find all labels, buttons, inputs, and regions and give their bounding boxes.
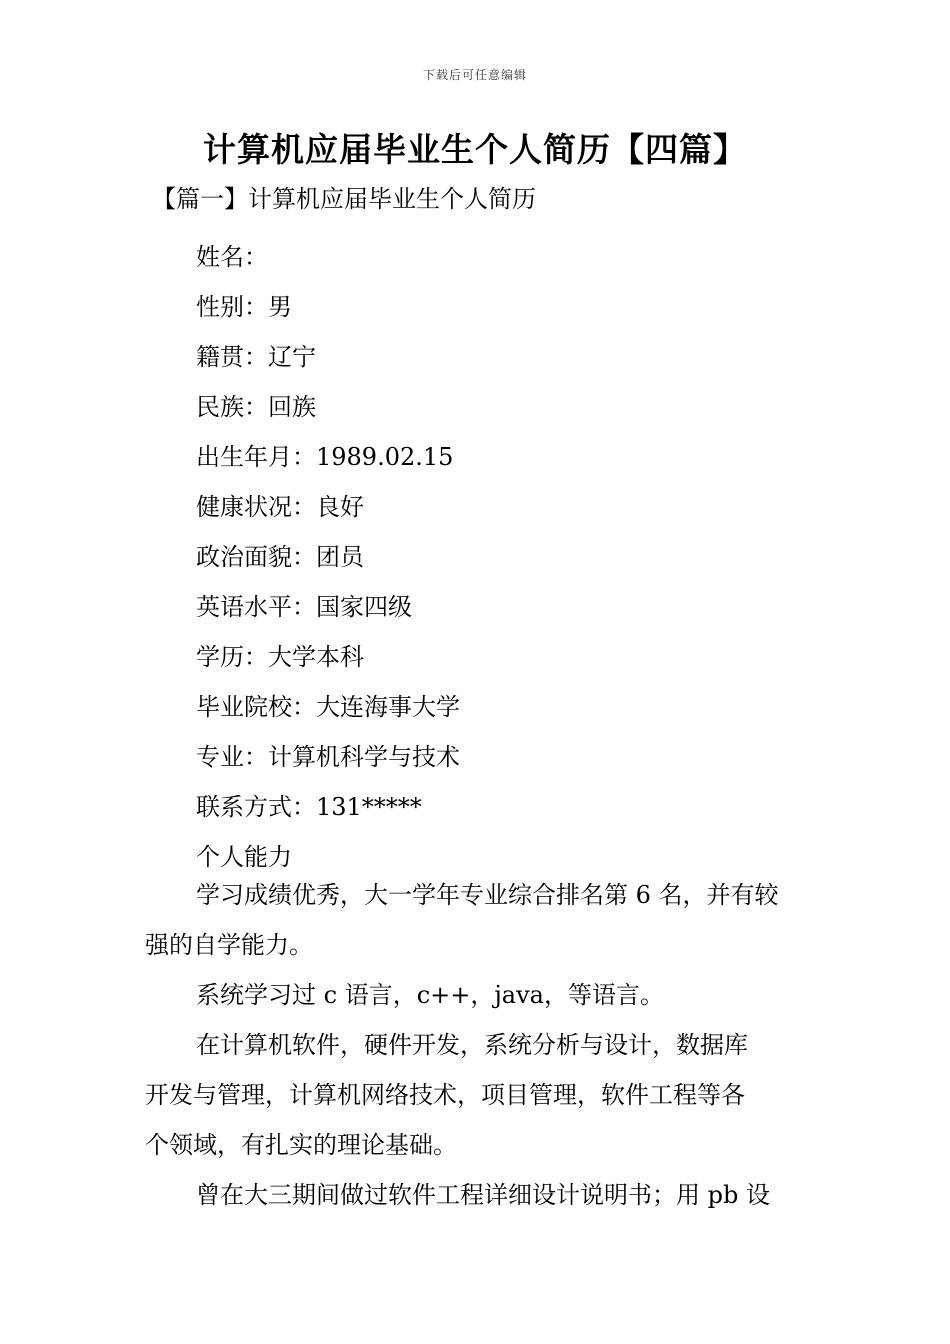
- info-gender: 性别：男: [196, 293, 292, 321]
- paragraph-line: 在计算机软件，硬件开发，系统分析与设计，数据库: [196, 1031, 748, 1059]
- paragraph-line: 系统学习过 c 语言，c++，java，等语言。: [196, 981, 664, 1009]
- info-native-place: 籍贯：辽宁: [196, 343, 316, 371]
- paragraph-line: 强的自学能力。: [145, 931, 313, 959]
- info-name: 姓名：: [196, 243, 268, 271]
- paragraph-line: 开发与管理，计算机网络技术，项目管理，软件工程等各: [145, 1081, 745, 1109]
- personal-info-list: [196, 232, 460, 882]
- info-contact: 联系方式：131*****: [196, 793, 422, 821]
- paragraph-academic: [145, 870, 810, 970]
- personal-ability-heading: 个人能力: [196, 843, 292, 871]
- info-education: 学历：大学本科: [196, 643, 364, 671]
- paragraph-line: 学习成绩优秀，大一学年专业综合排名第 6 名，并有较: [196, 881, 779, 909]
- ability-paragraphs: [145, 870, 810, 1220]
- info-birth-date: 出生年月：1989.02.15: [196, 443, 454, 471]
- info-major: 专业：计算机科学与技术: [196, 743, 460, 771]
- info-health: 健康状况：良好: [196, 493, 364, 521]
- section-heading: 【篇一】计算机应届毕业生个人简历: [152, 185, 536, 213]
- document-title: 计算机应届毕业生个人简历【四篇】: [203, 130, 747, 169]
- info-political-status: 政治面貌：团员: [196, 543, 364, 571]
- info-ethnicity: 民族：回族: [196, 393, 316, 421]
- info-english-level: 英语水平：国家四级: [196, 593, 412, 621]
- paragraph-experience: [145, 1170, 810, 1220]
- info-school: 毕业院校：大连海事大学: [196, 693, 460, 721]
- page-header-note: 下载后可任意编辑: [422, 68, 527, 82]
- paragraph-foundations: [145, 1020, 810, 1170]
- paragraph-line: 曾在大三期间做过软件工程详细设计说明书；用 pb 设: [196, 1181, 770, 1209]
- paragraph-languages: [145, 970, 810, 1020]
- paragraph-line: 个领域，有扎实的理论基础。: [145, 1131, 457, 1159]
